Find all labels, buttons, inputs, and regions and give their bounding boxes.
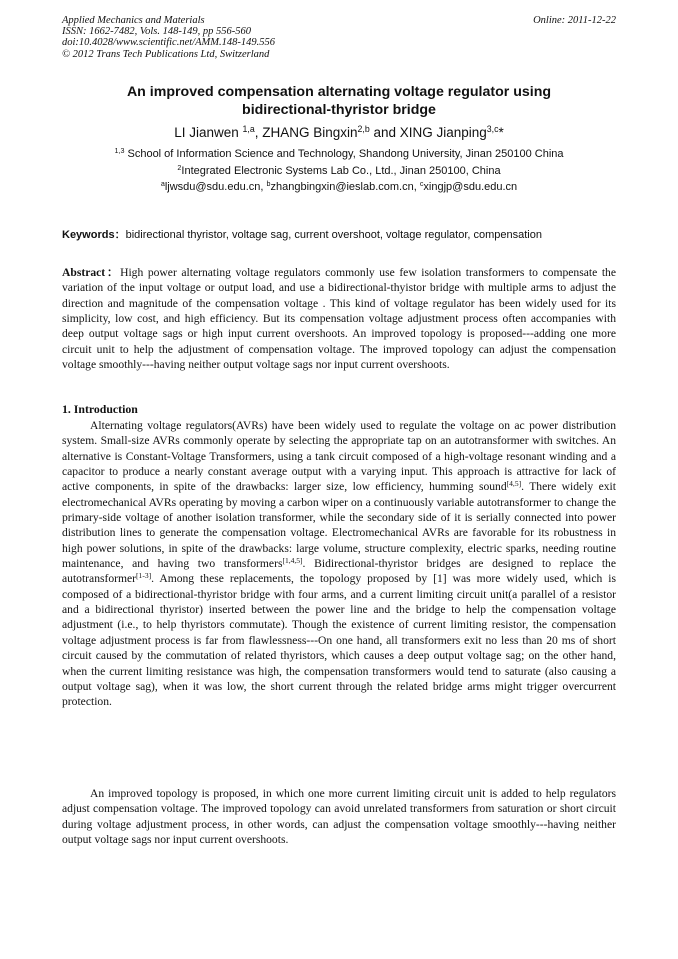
author-3: and XING Jianping bbox=[369, 125, 487, 140]
online-date: Online: 2011-12-22 bbox=[533, 15, 616, 26]
affiliation-1 bbox=[62, 147, 616, 161]
email-c-mark: c bbox=[419, 180, 424, 189]
keywords-label: Keywords： bbox=[62, 229, 126, 241]
p1-text-b: . There widely exit electromechanical AVRs operating by moving a carbon wiper on a continuously variable autotransformer to change the primary-side voltage of another isolation transformer, while the secondary side of it is serially connected into power distribution lines to generate the compensation voltage. Electromechanical AVRs are favorable for its robustness in high power solutions, in spite of the drawbacks: large volume, structure complexity, electric sparks, needing routine maintenance, and having two transformers bbox=[62, 480, 616, 571]
p1-text-c: . Bidirectional-thyristor bridges are designed to replace the autotransformer bbox=[62, 557, 616, 586]
affiliation-2-mark: 2 bbox=[177, 164, 182, 173]
corresponding-mark: * bbox=[498, 125, 504, 140]
issn-line: ISSN: 1662-7482, Vols. 148-149, pp 556-560 bbox=[62, 26, 251, 38]
section-heading-introduction: 1. Introduction bbox=[62, 402, 138, 416]
citation-ref: [4,5] bbox=[506, 479, 522, 489]
affiliation-2-text: Integrated Electronic Systems Lab Co., Ltd., Jinan 250100, China bbox=[181, 165, 501, 177]
introduction-paragraph-2: An improved topology is proposed, in which one more current limiting circuit unit is added to help regulators adjust compensation voltage. The improved topology can avoid unrelated transformers from saturation or short circuit during voltage adjustment process, in other words, can adjust the compensation voltage smoothly---having neither output voltage sags nor input current overshoots. bbox=[62, 787, 616, 847]
author-2-affil: 2,b bbox=[357, 124, 370, 135]
email-c: xingjp@sdu.edu.cn bbox=[423, 181, 518, 193]
email-b-mark: b bbox=[266, 180, 271, 189]
email-a: ljwsdu@sdu.edu.cn, bbox=[164, 181, 267, 193]
author-1-affil: 1,a bbox=[242, 124, 255, 135]
author-1: LI Jianwen bbox=[174, 125, 243, 140]
title-line-1: An improved compensation alternating voltage regulator using bbox=[126, 84, 552, 100]
p1-text-d: . Among these replacements, the topology proposed by [1] was more widely used, which is composed of a bidirectional-thyristor bridge with four arms, and a current limiting circuit unit(a parallel of a resistor and a bidirectional thyristor) inserted between the power line and the bridge to help the compensation voltage adjustment (i.e., to help thyristors commutate). Though the existence of current limiting resistor, the compensation voltage adjustment process is far from flawlessness---On one hand, all transformers exit no less than 20 ms of short circuit caused by the commutation of related thyristors, which causes a deep output voltage sag; on the other hand, when the current limiting resistance was high, the compensation transformers would tend to saturate (also causing a output voltage sag), when it was low, the short current through the related bridge arms might trigger overcurrent protection. bbox=[62, 572, 616, 709]
abstract-label: Abstract： bbox=[62, 266, 121, 279]
affiliation-1-mark: 1,3 bbox=[114, 147, 125, 156]
title-line-2: bidirectional-thyristor bridge bbox=[242, 102, 436, 118]
abstract bbox=[62, 265, 616, 372]
copyright-line: © 2012 Trans Tech Publications Ltd, Switzerland bbox=[62, 48, 270, 60]
introduction-paragraph-1 bbox=[62, 418, 616, 710]
keywords-text: bidirectional thyristor, voltage sag, current overshoot, voltage regulator, compensation bbox=[125, 229, 542, 241]
citation-ref: [1-3] bbox=[136, 571, 152, 581]
author-list bbox=[62, 124, 616, 141]
citation-ref: [1,4,5] bbox=[282, 555, 303, 565]
affiliation-1-text: School of Information Science and Technology, Shandong University, Jinan 250100 China bbox=[124, 148, 564, 160]
keywords bbox=[62, 228, 622, 242]
p1-text-a: Alternating voltage regulators(AVRs) have been widely used to regulate the voltage on ac power distribution system. Small-size AVRs commonly operate by selecting the appropriate tap on an autotransformer with switches. An alternative is Constant-Voltage Transformers, using a tank circuit composed of a high-voltage resonant winding and a capacitor to produce a nearly constant average output with a varying input. This approach is attractive for lack of active components, in spite of the drawbacks: larger size, low efficiency, humming sound bbox=[62, 419, 616, 494]
email-a-mark: a bbox=[160, 180, 165, 189]
doi-line: doi:10.4028/www.scientific.net/AMM.148-149.556 bbox=[62, 37, 275, 49]
author-2: , ZHANG Bingxin bbox=[254, 125, 358, 140]
email-b: zhangbingxin@ieslab.com.cn, bbox=[270, 181, 420, 193]
affiliation-2 bbox=[62, 164, 616, 178]
email-list bbox=[62, 180, 616, 194]
paper-title bbox=[62, 83, 616, 119]
abstract-text: High power alternating voltage regulators commonly use few isolation transformers to compensate the variation of the input voltage or output load, and use a bidirectional-thyistor bridge with multiple arms to adjust the direction and magnitude of the compensation voltage . This kind of voltage regulator has been widely used for its simplicity, low cost, and high efficiency. But its compensation voltage adjustment process often accompanies with deep output voltage sags or high input current overshoots. An improved topology is proposed---adding one more circuit unit to help the adjustment of compensation voltage. The improved topology can adjust the compensation voltage smoothly---having neither output voltage sags nor input current overshoots. bbox=[62, 266, 616, 372]
author-3-affil: 3,c bbox=[486, 124, 499, 135]
journal-name: Applied Mechanics and Materials bbox=[62, 15, 205, 26]
journal-header bbox=[62, 15, 616, 60]
